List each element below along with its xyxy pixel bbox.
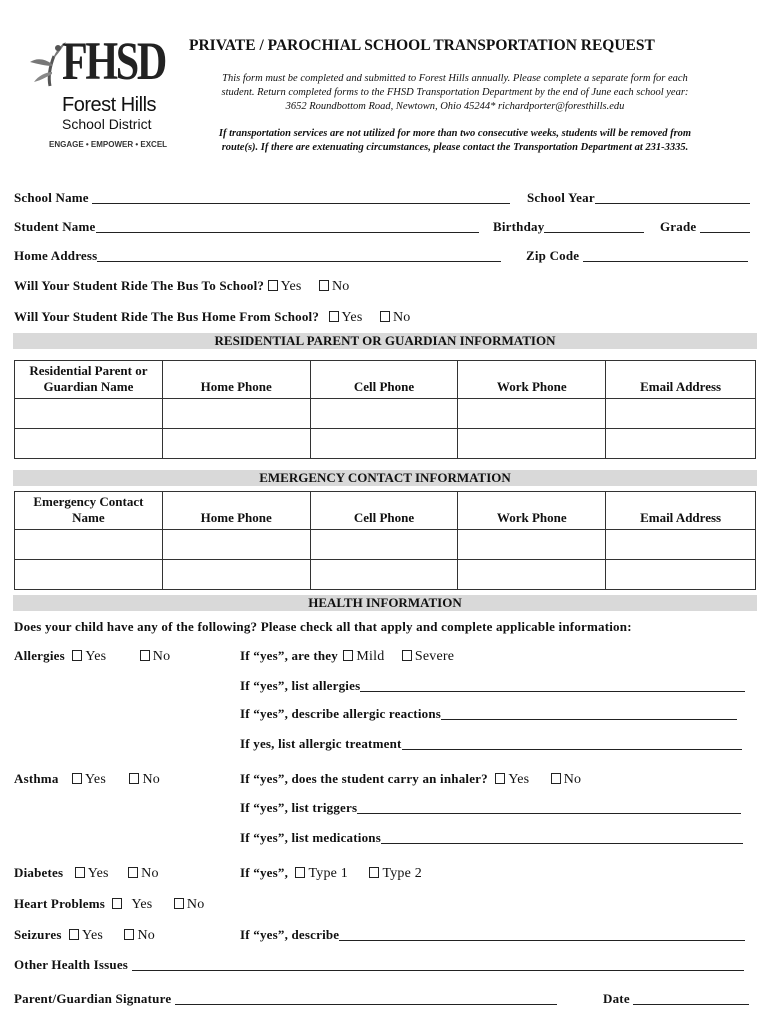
table-cell[interactable]	[162, 399, 310, 429]
table-cell[interactable]	[15, 429, 163, 459]
type1-checkbox[interactable]	[295, 867, 305, 878]
inhaler-no-checkbox[interactable]	[551, 773, 561, 784]
logo-tagline: ENGAGE • EMPOWER • EXCEL	[49, 140, 168, 149]
ride-home-no-label: No	[392, 310, 411, 325]
asthma-no-label: No	[142, 772, 160, 787]
birthday-label: Birthday	[493, 219, 545, 234]
emergency-name-header-line1: Emergency Contact	[33, 494, 144, 509]
intro-line-3: 3652 Roundbottom Road, Newtown, Ohio 45244* richardporter@foresthills.edu	[285, 101, 625, 112]
residential-name-header-line2: Guardian Name	[43, 379, 134, 394]
notice-line-2: route(s). If there are extenuating circumstances, please contact the Transportation Department at 231-3335.	[221, 142, 689, 153]
table-cell[interactable]	[15, 530, 163, 560]
school-year-row	[527, 190, 750, 206]
residential-table	[14, 360, 756, 459]
table-row	[15, 530, 756, 560]
list-triggers-label: If “yes”, list triggers	[240, 800, 358, 815]
allergies-no-label: No	[152, 649, 171, 664]
diabetes-label: Diabetes	[14, 865, 64, 880]
seizures-no-label: No	[137, 928, 155, 943]
ride-home-yes-checkbox[interactable]	[329, 311, 339, 322]
residential-name-header-line1: Residential Parent or	[29, 363, 148, 378]
ride-home-no-checkbox[interactable]	[380, 311, 390, 322]
table-cell[interactable]	[606, 399, 756, 429]
inhaler-row	[240, 771, 581, 788]
table-cell[interactable]	[310, 429, 458, 459]
zip-code-label: Zip Code	[526, 248, 580, 263]
heart-yes-label: Yes	[131, 897, 153, 912]
ride-home-row	[14, 309, 410, 326]
emergency-table	[14, 491, 756, 590]
table-row	[15, 429, 756, 459]
asthma-label: Asthma	[14, 771, 59, 786]
intro-line-1: This form must be completed and submitted to Forest Hills annually. Please complete a separate form for each	[222, 73, 688, 84]
seizures-describe-label: If “yes”, describe	[240, 927, 340, 942]
residential-cell-phone-header: Cell Phone	[310, 361, 458, 399]
emergency-home-phone-header: Home Phone	[162, 492, 310, 530]
ride-to-school-row	[14, 278, 350, 295]
allergic-reactions-field[interactable]	[441, 707, 737, 720]
heart-no-checkbox[interactable]	[174, 898, 184, 909]
allergies-label: Allergies	[14, 648, 65, 663]
table-cell[interactable]	[458, 429, 606, 459]
emergency-section-heading: EMERGENCY CONTACT INFORMATION	[13, 470, 757, 486]
health-question: Does your child have any of the following? Please check all that apply and complete applicable information:	[14, 619, 632, 634]
type2-label: Type 2	[382, 866, 422, 881]
list-allergies-row	[240, 678, 745, 694]
signature-label: Parent/Guardian Signature	[14, 991, 172, 1006]
school-name-label: School Name	[14, 190, 89, 205]
diabetes-no-label: No	[141, 866, 159, 881]
table-cell[interactable]	[162, 560, 310, 590]
diabetes-no-checkbox[interactable]	[128, 867, 138, 878]
emergency-name-header-line2: Name	[72, 510, 105, 525]
allergy-severity-label: If “yes”, are they	[240, 648, 338, 663]
zip-code-row	[526, 248, 748, 264]
birthday-row	[493, 219, 644, 235]
allergic-reactions-label: If “yes”, describe allergic reactions	[240, 706, 442, 721]
list-triggers-field[interactable]	[357, 801, 741, 814]
allergy-severe-checkbox[interactable]	[402, 650, 412, 661]
logo-mark: FHSD	[62, 31, 165, 91]
signature-row	[14, 991, 557, 1007]
allergy-mild-checkbox[interactable]	[343, 650, 353, 661]
table-row	[15, 399, 756, 429]
allergies-yes-label: Yes	[85, 649, 107, 664]
school-name-field[interactable]	[92, 191, 510, 204]
allergy-severe-label: Severe	[414, 649, 455, 664]
table-cell[interactable]	[15, 560, 163, 590]
home-address-field[interactable]	[97, 249, 501, 262]
ride-to-school-question: Will Your Student Ride The Bus To School?	[14, 278, 265, 293]
health-section-heading: HEALTH INFORMATION	[13, 595, 757, 611]
table-cell[interactable]	[458, 560, 606, 590]
residential-work-phone-header: Work Phone	[458, 361, 606, 399]
seizures-row	[14, 927, 155, 944]
type2-checkbox[interactable]	[369, 867, 379, 878]
table-cell[interactable]	[310, 530, 458, 560]
diabetes-if-yes-label: If “yes”,	[240, 865, 289, 880]
allergy-severity-row	[240, 648, 454, 665]
other-health-label: Other Health Issues	[14, 957, 129, 972]
zip-code-field[interactable]	[583, 249, 748, 262]
heart-yes-checkbox[interactable]	[112, 898, 122, 909]
grade-label: Grade	[660, 219, 697, 234]
allergies-no-checkbox[interactable]	[140, 650, 150, 661]
seizures-yes-label: Yes	[82, 928, 104, 943]
table-row	[15, 560, 756, 590]
seizures-yes-checkbox[interactable]	[69, 929, 79, 940]
allergic-treatment-row	[240, 736, 742, 752]
type1-label: Type 1	[308, 866, 348, 881]
grade-row	[660, 219, 750, 235]
inhaler-yes-label: Yes	[508, 772, 530, 787]
intro-text	[170, 72, 740, 114]
residential-home-phone-header: Home Phone	[162, 361, 310, 399]
seizures-no-checkbox[interactable]	[124, 929, 134, 940]
school-name-row	[14, 190, 510, 206]
home-address-row	[14, 248, 501, 264]
asthma-no-checkbox[interactable]	[129, 773, 139, 784]
grade-field[interactable]	[700, 220, 750, 233]
table-cell[interactable]	[15, 399, 163, 429]
inhaler-label: If “yes”, does the student carry an inhaler?	[240, 771, 488, 786]
allergic-treatment-field[interactable]	[402, 737, 742, 750]
allergies-yes-checkbox[interactable]	[72, 650, 82, 661]
emergency-email-header: Email Address	[606, 492, 756, 530]
diabetes-yes-checkbox[interactable]	[75, 867, 85, 878]
table-cell[interactable]	[162, 429, 310, 459]
school-year-label: School Year	[527, 190, 595, 205]
logo-line2: School District	[62, 116, 152, 132]
emergency-work-phone-header: Work Phone	[458, 492, 606, 530]
table-cell[interactable]	[606, 530, 756, 560]
table-cell[interactable]	[458, 530, 606, 560]
signature-field[interactable]	[175, 992, 557, 1005]
date-label: Date	[603, 991, 630, 1006]
notice-line-1: If transportation services are not utilized for more than two consecutive weeks, students will be removed from	[218, 128, 692, 139]
intro-line-2: student. Return completed forms to the FHSD Transportation Department by the end of June each school year:	[221, 87, 689, 98]
inhaler-no-label: No	[563, 772, 582, 787]
inhaler-yes-checkbox[interactable]	[495, 773, 505, 784]
residential-section-heading: RESIDENTIAL PARENT OR GUARDIAN INFORMATION	[13, 333, 757, 349]
heart-row	[14, 896, 204, 913]
heart-no-label: No	[186, 897, 205, 912]
school-year-field[interactable]	[595, 191, 750, 204]
seizures-describe-field[interactable]	[339, 928, 745, 941]
residential-email-header: Email Address	[606, 361, 756, 399]
ride-home-yes-label: Yes	[341, 310, 363, 325]
list-medications-label: If “yes”, list medications	[240, 830, 381, 845]
list-medications-field[interactable]	[381, 831, 743, 844]
allergic-reactions-row	[240, 706, 737, 722]
table-cell[interactable]	[162, 530, 310, 560]
allergic-treatment-label: If yes, list allergic treatment	[240, 736, 402, 751]
ride-to-school-yes-label: Yes	[280, 279, 302, 294]
date-field[interactable]	[633, 992, 749, 1005]
table-cell[interactable]	[606, 429, 756, 459]
diabetes-type-row	[240, 865, 422, 882]
notice-text	[165, 127, 745, 155]
emergency-name-header	[15, 492, 163, 530]
district-logo	[28, 32, 168, 152]
diabetes-row	[14, 865, 159, 882]
home-address-label: Home Address	[14, 248, 98, 263]
asthma-yes-label: Yes	[85, 772, 106, 787]
other-health-row	[14, 957, 744, 973]
list-allergies-field[interactable]	[360, 679, 745, 692]
table-cell[interactable]	[606, 560, 756, 590]
asthma-row	[14, 771, 160, 788]
asthma-yes-checkbox[interactable]	[72, 773, 82, 784]
ride-home-question: Will Your Student Ride The Bus Home From School?	[14, 309, 320, 324]
seizures-describe-row	[240, 927, 745, 943]
page-title: PRIVATE / PAROCHIAL SCHOOL TRANSPORTATION REQUEST	[189, 37, 655, 54]
list-triggers-row	[240, 800, 741, 816]
ride-to-school-no-checkbox[interactable]	[319, 280, 329, 291]
logo-line1: Forest Hills	[62, 94, 157, 116]
ride-to-school-no-label: No	[332, 279, 350, 294]
list-medications-row	[240, 830, 743, 846]
diabetes-yes-label: Yes	[87, 866, 109, 881]
list-allergies-label: If “yes”, list allergies	[240, 678, 361, 693]
table-cell[interactable]	[310, 399, 458, 429]
allergies-row	[14, 648, 170, 665]
student-name-field[interactable]	[96, 220, 479, 233]
residential-name-header	[15, 361, 163, 399]
heart-label: Heart Problems	[14, 896, 106, 911]
student-name-label: Student Name	[14, 219, 96, 234]
allergy-mild-label: Mild	[356, 649, 385, 664]
table-cell[interactable]	[458, 399, 606, 429]
date-row	[603, 991, 749, 1007]
seizures-label: Seizures	[14, 927, 62, 942]
emergency-cell-phone-header: Cell Phone	[310, 492, 458, 530]
birthday-field[interactable]	[544, 220, 644, 233]
table-cell[interactable]	[310, 560, 458, 590]
student-name-row	[14, 219, 479, 235]
ride-to-school-yes-checkbox[interactable]	[268, 280, 278, 291]
other-health-field[interactable]	[132, 958, 744, 971]
